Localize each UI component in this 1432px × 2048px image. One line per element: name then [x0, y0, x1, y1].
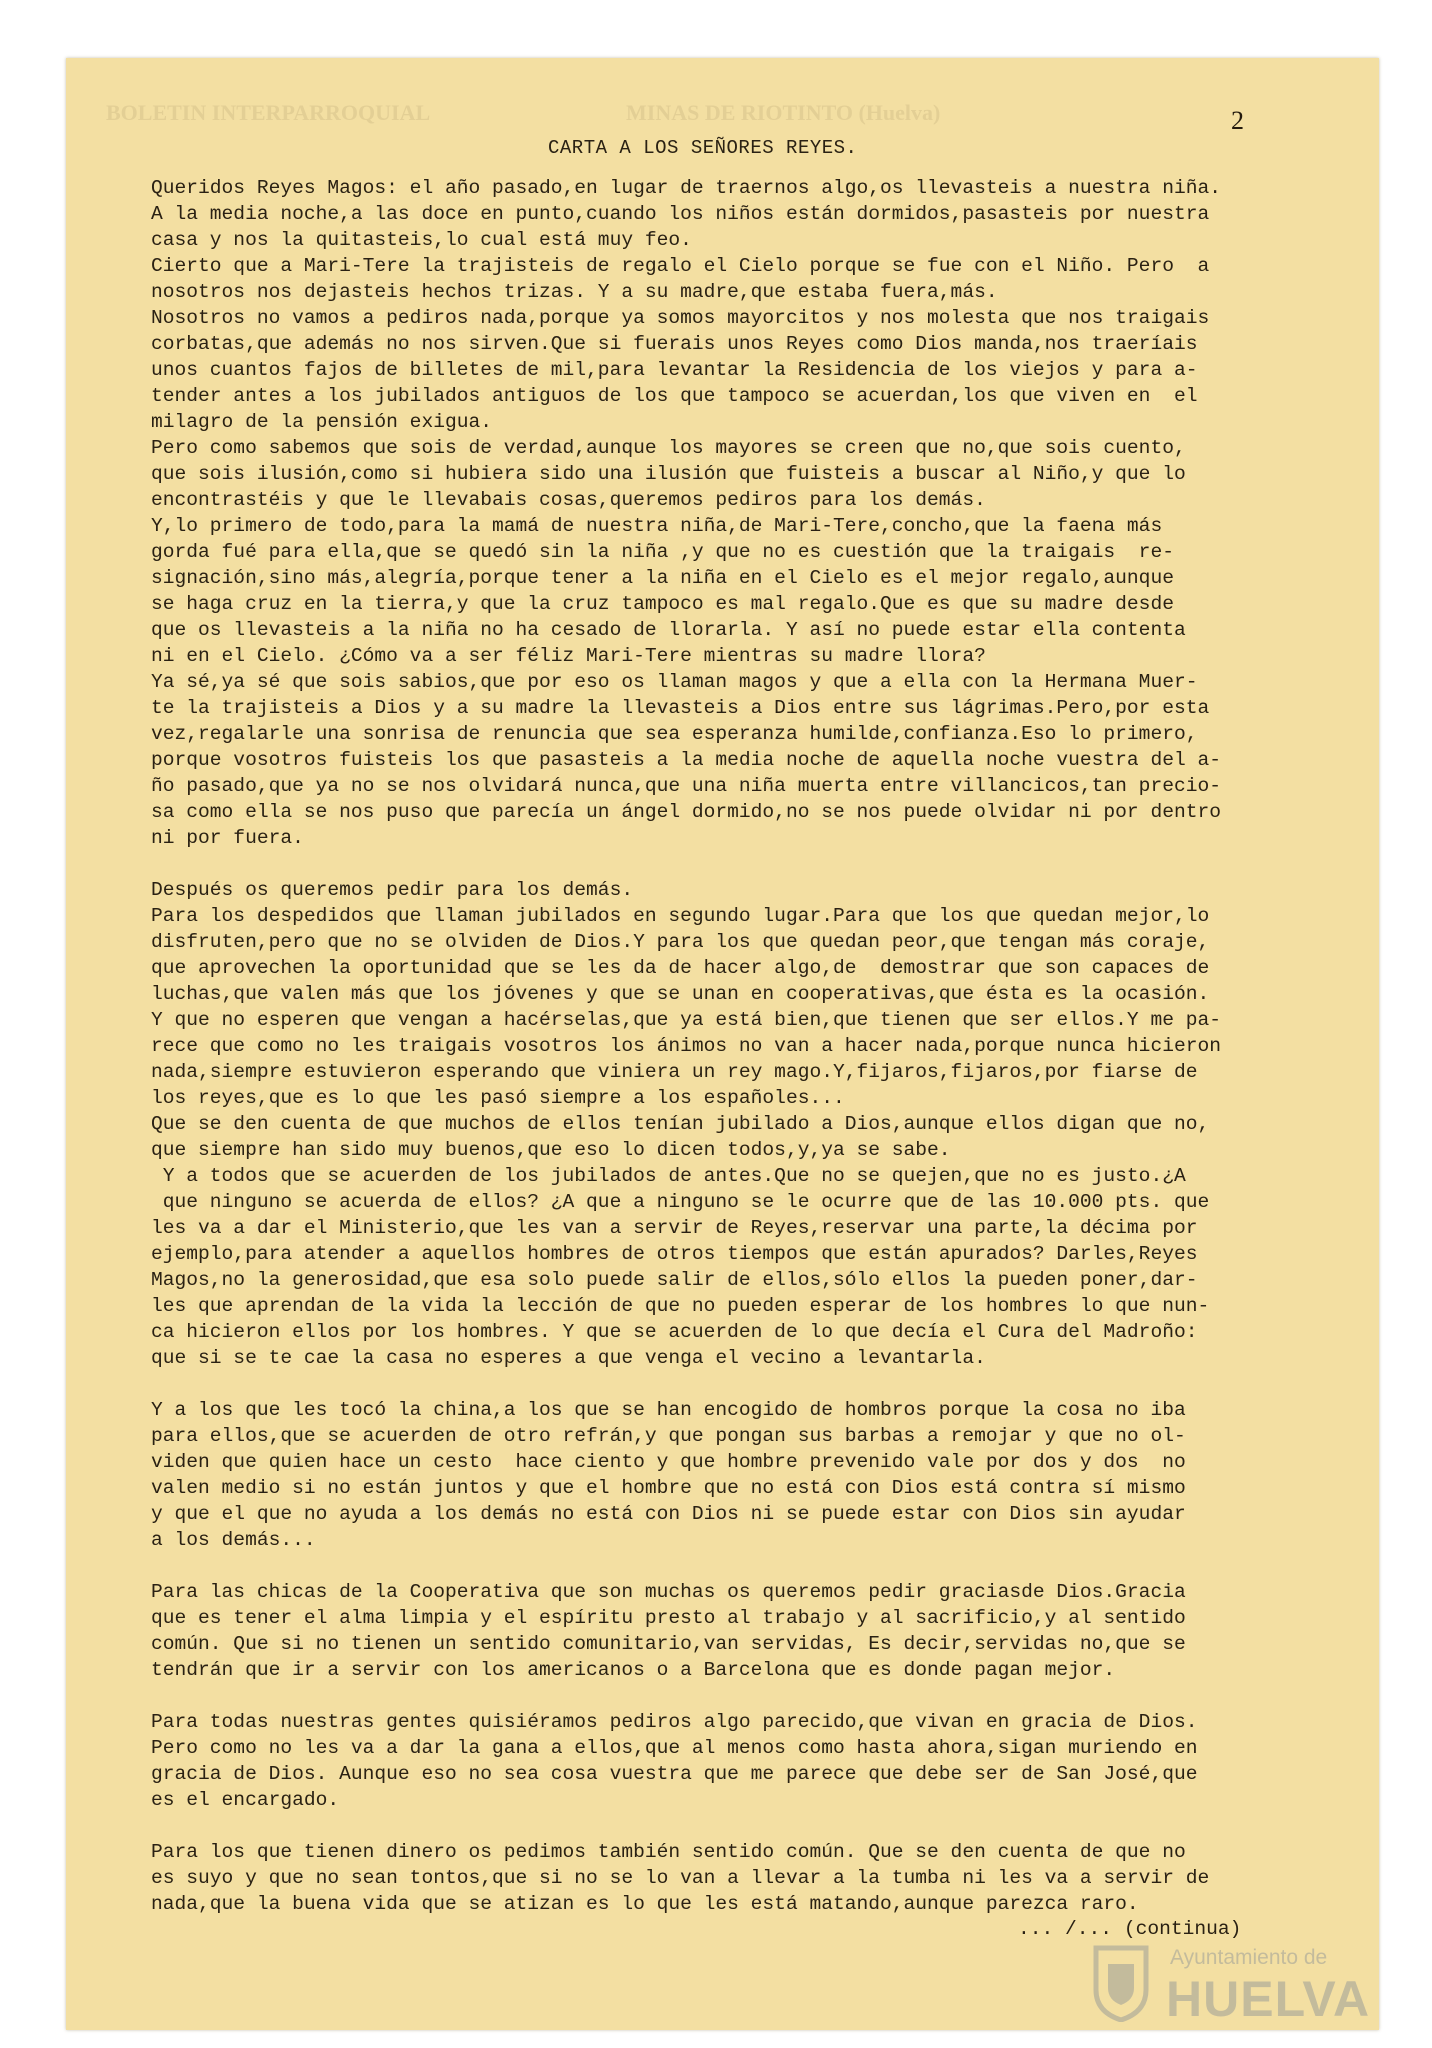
text-line: Pero como no les va a dar la gana a ellos,que al menos como hasta ahora,sigan muriendo en — [151, 1737, 1198, 1759]
text-line: Para los que tienen dinero os pedimos también sentido común. Que se den cuenta de que no — [151, 1841, 1186, 1863]
page-number: 2 — [1231, 106, 1244, 135]
text-line: corbatas,que además no nos sirven.Que si fuerais unos Reyes como Dios manda,nos traeríais — [151, 333, 1198, 355]
bleed-through-text: MINAS DE RIOTINTO (Huelva) — [626, 100, 941, 125]
text-line: se haga cruz en la tierra,y que la cruz tampoco es mal regalo.Que es que su madre desde — [151, 593, 1174, 615]
paragraph-gap — [151, 851, 1371, 877]
text-line: es el encargado. — [151, 1789, 340, 1811]
text-line: tender antes a los jubilados antiguos de los que tampoco se acuerdan,los que viven en el — [151, 385, 1198, 407]
text-line: casa y nos la quitasteis,lo cual está muy feo. — [151, 229, 692, 251]
text-line: común. Que si no tienen un sentido comunitario,van servidas, Es decir,servidas no,que se — [151, 1633, 1186, 1655]
text-line: tendrán que ir a servir con los americanos o a Barcelona que es donde pagan mejor. — [151, 1659, 1116, 1681]
bleed-through-text: BOLETIN INTERPARROQUIAL — [106, 100, 431, 125]
text-line: Después os queremos pedir para los demás. — [151, 879, 634, 901]
text-line: que si se te cae la casa no esperes a que venga el vecino a levantarla. — [151, 1347, 986, 1369]
text-line: porque vosotros fuisteis los que pasasteis a la media noche de aquella noche vuestra del a- — [151, 749, 1221, 771]
text-line: te la trajisteis a Dios y a su madre la llevasteis a Dios entre sus lágrimas.Pero,por esta — [151, 697, 1210, 719]
text-line: a los demás... — [151, 1529, 316, 1551]
watermark-line-1: Ayuntamiento de — [1170, 1946, 1328, 1969]
text-line: luchas,que valen más que los jóvenes y que se unan en cooperativas,que ésta es la ocasión. — [151, 983, 1210, 1005]
text-line: que sois ilusión,como si hubiera sido una ilusión que fuisteis a buscar al Niño,y que lo — [151, 463, 1186, 485]
paragraph-gap — [151, 1683, 1371, 1709]
text-line: rece que como no les traigais vosotros los ánimos no van a hacer nada,porque nunca hicieron — [151, 1035, 1221, 1057]
text-line: ni por fuera. — [151, 827, 304, 849]
text-line: viden que quien hace un cesto hace ciento y que hombre prevenido vale por dos y dos no — [151, 1451, 1186, 1473]
text-line: sa como ella se nos puso que parecía un ángel dormido,no se nos puede olvidar ni por dentro — [151, 801, 1221, 823]
text-line: Y a los que les tocó la china,a los que se han encogido de hombros porque la cosa no iba — [151, 1399, 1186, 1421]
text-line: nada,siempre estuvieron esperando que viniera un rey mago.Y,fijaros,fijaros,por fiarse de — [151, 1061, 1198, 1083]
text-line: Para todas nuestras gentes quisiéramos pediros algo parecido,que vivan en gracia de Dios. — [151, 1711, 1198, 1733]
city-crest-icon — [1090, 1942, 1152, 2022]
paragraph-gap — [151, 1553, 1371, 1579]
text-line: unos cuantos fajos de billetes de mil,para levantar la Residencia de los viejos y para a- — [151, 359, 1198, 381]
letter-body — [151, 175, 1371, 1917]
text-line: Pero como sabemos que sois de verdad,aunque los mayores se creen que no,que sois cuento, — [151, 437, 1186, 459]
text-line: que es tener el alma limpia y el espíritu presto al trabajo y al sacrificio,y al sentido — [151, 1607, 1186, 1629]
continuation-note: ... /... (continua) — [1018, 1918, 1242, 1940]
text-line: Nosotros no vamos a pediros nada,porque ya somos mayorcitos y nos molesta que nos traigais — [151, 307, 1210, 329]
text-line: Magos,no la generosidad,que esa solo puede salir de ellos,sólo ellos la pueden poner,dar- — [151, 1269, 1198, 1291]
text-line: les va a dar el Ministerio,que les van a servir de Reyes,reservar una parte,la décima por — [151, 1217, 1198, 1239]
text-line: Y,lo primero de todo,para la mamá de nuestra niña,de Mari-Tere,concho,que la faena más — [151, 515, 1163, 537]
text-line: milagro de la pensión exigua. — [151, 411, 492, 433]
text-line: Ya sé,ya sé que sois sabios,que por eso os llaman magos y que a ella con la Hermana Muer- — [151, 671, 1198, 693]
text-line: Queridos Reyes Magos: el año pasado,en lugar de traernos algo,os llevasteis a nuestra niña. — [151, 177, 1221, 199]
text-line: Y que no esperen que vengan a hacérselas,que ya está bien,que tienen que ser ellos.Y me pa- — [151, 1009, 1221, 1031]
text-line: Para los despedidos que llaman jubilados en segundo lugar.Para que los que quedan mejor,lo — [151, 905, 1210, 927]
text-line: Cierto que a Mari-Tere la trajisteis de regalo el Cielo porque se fue con el Niño. Pero a — [151, 255, 1210, 277]
text-line: vez,regalarle una sonrisa de renuncia que sea esperanza humilde,confianza.Eso lo primero, — [151, 723, 1198, 745]
paragraph-gap — [151, 1813, 1371, 1839]
text-line: ni en el Cielo. ¿Cómo va a ser féliz Mari-Tere mientras su madre llora? — [151, 645, 986, 667]
text-line: que os llevasteis a la niña no ha cesado de llorarla. Y así no puede estar ella contenta — [151, 619, 1186, 641]
text-line: Que se den cuenta de que muchos de ellos tenían jubilado a Dios,aunque ellos digan que no, — [151, 1113, 1210, 1135]
letter-title: CARTA A LOS SEÑORES REYES. — [548, 137, 858, 159]
text-line: que ninguno se acuerda de ellos? ¿A que a ninguno se le ocurre que de las 10.000 pts. que — [151, 1191, 1210, 1213]
text-line: los reyes,que es lo que les pasó siempre a los españoles... — [151, 1087, 845, 1109]
text-line: ño pasado,que ya no se nos olvidará nunca,que una niña muerta entre villancicos,tan precio- — [151, 775, 1221, 797]
text-line: valen medio si no están juntos y que el hombre que no está con Dios está contra sí mismo — [151, 1477, 1186, 1499]
text-line: A la media noche,a las doce en punto,cuando los niños están dormidos,pasasteis por nuestra — [151, 203, 1210, 225]
text-line: nada,que la buena vida que se atizan es lo que les está matando,aunque parezca raro. — [151, 1893, 1139, 1915]
text-line: gorda fué para ella,que se quedó sin la niña ,y que no es cuestión que la traigais re- — [151, 541, 1174, 563]
text-line: que aprovechen la oportunidad que se les da de hacer algo,de demostrar que son capaces de — [151, 957, 1210, 979]
text-line: disfruten,pero que no se olviden de Dios.Y para los que quedan peor,que tengan más coraje, — [151, 931, 1210, 953]
document-page — [66, 58, 1379, 2030]
text-line: gracia de Dios. Aunque eso no sea cosa vuestra que me parece que debe ser de San José,que — [151, 1763, 1198, 1785]
text-line: signación,sino más,alegría,porque tener a la niña en el Cielo es el mejor regalo,aunque — [151, 567, 1174, 589]
text-line: ca hicieron ellos por los hombres. Y que se acuerden de lo que decía el Cura del Madroño: — [151, 1321, 1198, 1343]
paragraph-gap — [151, 1371, 1371, 1397]
text-line: y que el que no ayuda a los demás no está con Dios ni se puede estar con Dios sin ayudar — [151, 1503, 1186, 1525]
text-line: que siempre han sido muy buenos,que eso lo dicen todos,y,ya se sabe. — [151, 1139, 951, 1161]
text-line: les que aprendan de la vida la lección de que no pueden esperar de los hombres lo que nun- — [151, 1295, 1210, 1317]
text-line: nosotros nos dejasteis hechos trizas. Y a su madre,que estaba fuera,más. — [151, 281, 998, 303]
text-line: encontrastéis y que le llevabais cosas,queremos pediros para los demás. — [151, 489, 986, 511]
text-line: es suyo y que no sean tontos,que si no se lo van a llevar a la tumba ni les va a servir de — [151, 1867, 1210, 1889]
text-line: Para las chicas de la Cooperativa que son muchas os queremos pedir graciasde Dios.Gracia — [151, 1581, 1186, 1603]
text-line: ejemplo,para atender a aquellos hombres de otros tiempos que están apurados? Darles,Reyes — [151, 1243, 1198, 1265]
text-line: Y a todos que se acuerden de los jubilados de antes.Que no se quejen,que no es justo.¿A — [151, 1165, 1186, 1187]
archive-watermark — [1090, 1942, 1390, 2037]
text-line: para ellos,que se acuerden de otro refrán,y que pongan sus barbas a remojar y que no ol- — [151, 1425, 1186, 1447]
watermark-line-2: HUELVA — [1166, 1971, 1371, 2027]
